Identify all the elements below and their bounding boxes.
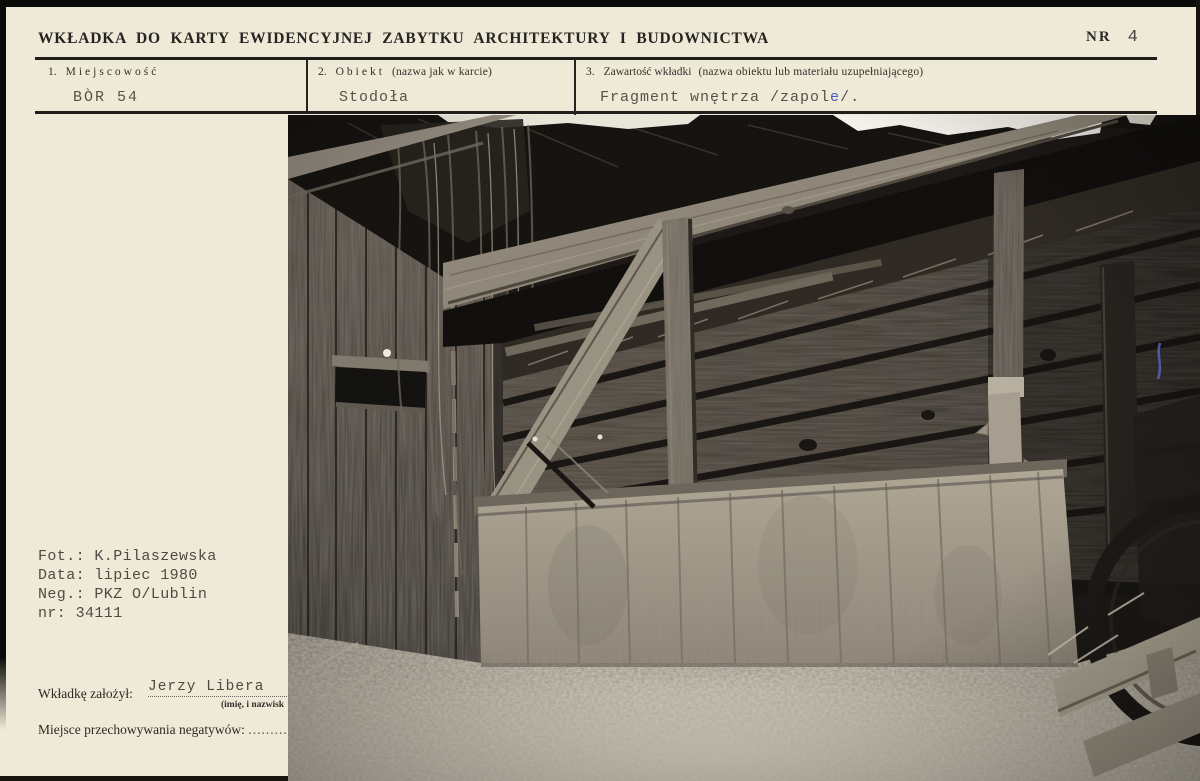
field1-caption: Miejscowość: [65, 66, 160, 78]
storage-dotted-line: .........: [248, 722, 288, 737]
barn-interior-photo: [288, 115, 1200, 781]
barn-photo-art: [288, 115, 1200, 781]
meta-photographer: Fot.: K.Pilaszewska: [38, 548, 217, 565]
field-obiekt-label: [318, 66, 492, 78]
scan-edge-bottom: [0, 776, 292, 781]
meta-date: Data: lipiec 1980: [38, 567, 198, 584]
founder-label: Wkładkę założył:: [38, 686, 133, 701]
scan-edge-right: [1196, 0, 1200, 118]
founder-value: Jerzy Libera: [148, 679, 287, 697]
founder-note: (imię, i nazwisk: [221, 700, 285, 710]
field3-value-tail: /.: [840, 89, 861, 106]
field-zawartosc-value: [600, 89, 860, 106]
vignette: [288, 115, 1200, 781]
field3-value-typed: Fragment wnętrza /zapol: [600, 89, 831, 106]
card-number-label: NR: [1086, 29, 1112, 45]
scan-edge-top: [0, 0, 1200, 7]
field3-caption: Zawartość wkładki: [603, 66, 692, 78]
field2-caption: Obiekt: [335, 66, 385, 78]
meta-negative-number: nr: 34111: [38, 605, 123, 622]
storage-label: Miejsce przechowywania negatywów:: [38, 722, 245, 737]
field-zawartosc-label: [586, 66, 923, 78]
header-rule: [35, 57, 1157, 60]
field1-number: 1.: [48, 66, 57, 78]
field3-number: 3.: [586, 66, 595, 78]
field3-note: (nazwa obiektu lub materiału uzupełniającego): [698, 66, 924, 78]
card-title: WKŁADKA DO KARTY EWIDENCYJNEJ ZABYTKU ARCHITEKTURY I BUDOWNICTWA: [38, 30, 770, 47]
field-miejscowosc-label: [48, 66, 159, 78]
field-miejscowosc-value: BÒR 54: [73, 89, 140, 106]
fields-bottom-rule: [35, 111, 1157, 114]
field2-number: 2.: [318, 66, 327, 78]
scan-edge-left: [0, 0, 6, 730]
meta-negative: Neg.: PKZ O/Lublin: [38, 586, 208, 603]
card-number-value: 4: [1127, 28, 1138, 47]
field3-value-ink-correction: e: [830, 89, 841, 106]
storage-line: [38, 722, 288, 738]
column-divider-1: [306, 60, 308, 111]
field2-note: (nazwa jak w karcie): [391, 66, 493, 78]
field-obiekt-value: Stodoła: [339, 89, 410, 106]
column-divider-2: [574, 60, 576, 115]
card-number: [1086, 28, 1138, 47]
photo-meta-block: [38, 547, 217, 623]
